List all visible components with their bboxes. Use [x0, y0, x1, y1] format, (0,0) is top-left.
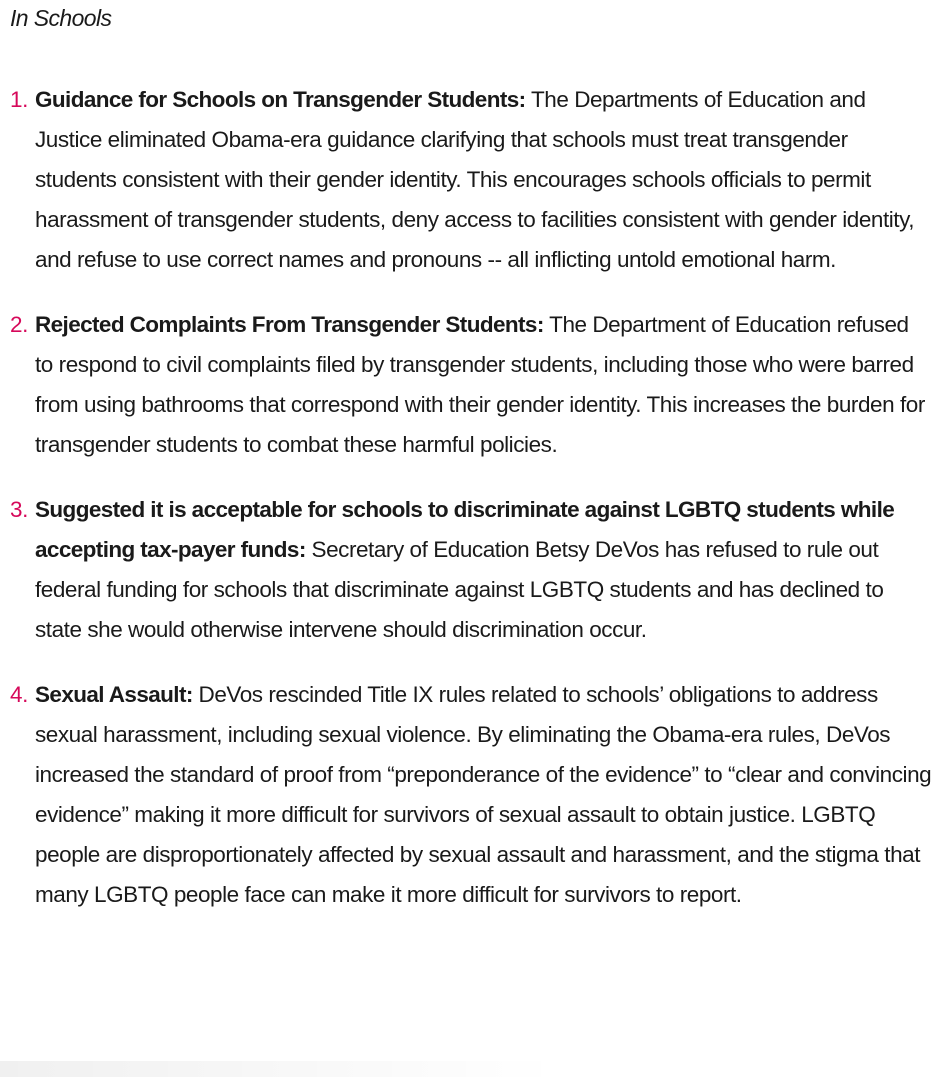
list-item-body: DeVos rescinded Title IX rules related to schools’ obligations to address sexual harassment, including sexual violence. By eliminating the Obama-era rules, DeVos increased the standard of proof from “preponderance of the evidence” to “clear and convincing evidence” making it more difficult for survivors of sexual assault to obtain justice. LGBTQ people are disproportionately affected by sexual assault and harassment, and the stigma that many LGBTQ people face can make it more difficult for survivors to report.	[35, 682, 932, 907]
list-item	[0, 675, 944, 915]
list-item-number: 4.	[10, 682, 28, 707]
list-item-title: Guidance for Schools on Transgender Students:	[35, 87, 526, 112]
list-item	[0, 490, 944, 650]
list-item	[0, 80, 944, 280]
bottom-shadow	[0, 1061, 560, 1077]
numbered-list	[0, 80, 944, 940]
list-item-title: Rejected Complaints From Transgender Students:	[35, 312, 544, 337]
list-item-number: 2.	[10, 312, 28, 337]
list-item-number: 3.	[10, 497, 28, 522]
list-item-title: Suggested it is acceptable for schools to discriminate against LGBTQ students while accepting tax-payer funds:	[35, 497, 895, 562]
list-item-body: The Departments of Education and Justice eliminated Obama-era guidance clarifying that schools must treat transgender students consistent with their gender identity. This encourages schools officials to permit harassment of transgender students, deny access to facilities consistent with gender identity, and refuse to use correct names and pronouns -- all inflicting untold emotional harm.	[35, 87, 915, 272]
list-item-body: The Department of Education refused to respond to civil complaints filed by transgender students, including those who were barred from using bathrooms that correspond with their gender identity. This increases the burden for transgender students to combat these harmful policies.	[35, 312, 925, 457]
list-item-title: Sexual Assault:	[35, 682, 193, 707]
list-item-body: Secretary of Education Betsy DeVos has refused to rule out federal funding for schools that discriminate against LGBTQ students and has declined to state she would otherwise intervene should discrimination occur.	[35, 537, 884, 642]
list-item-number: 1.	[10, 87, 28, 112]
list-item	[0, 305, 944, 465]
section-heading: In Schools	[10, 5, 112, 31]
